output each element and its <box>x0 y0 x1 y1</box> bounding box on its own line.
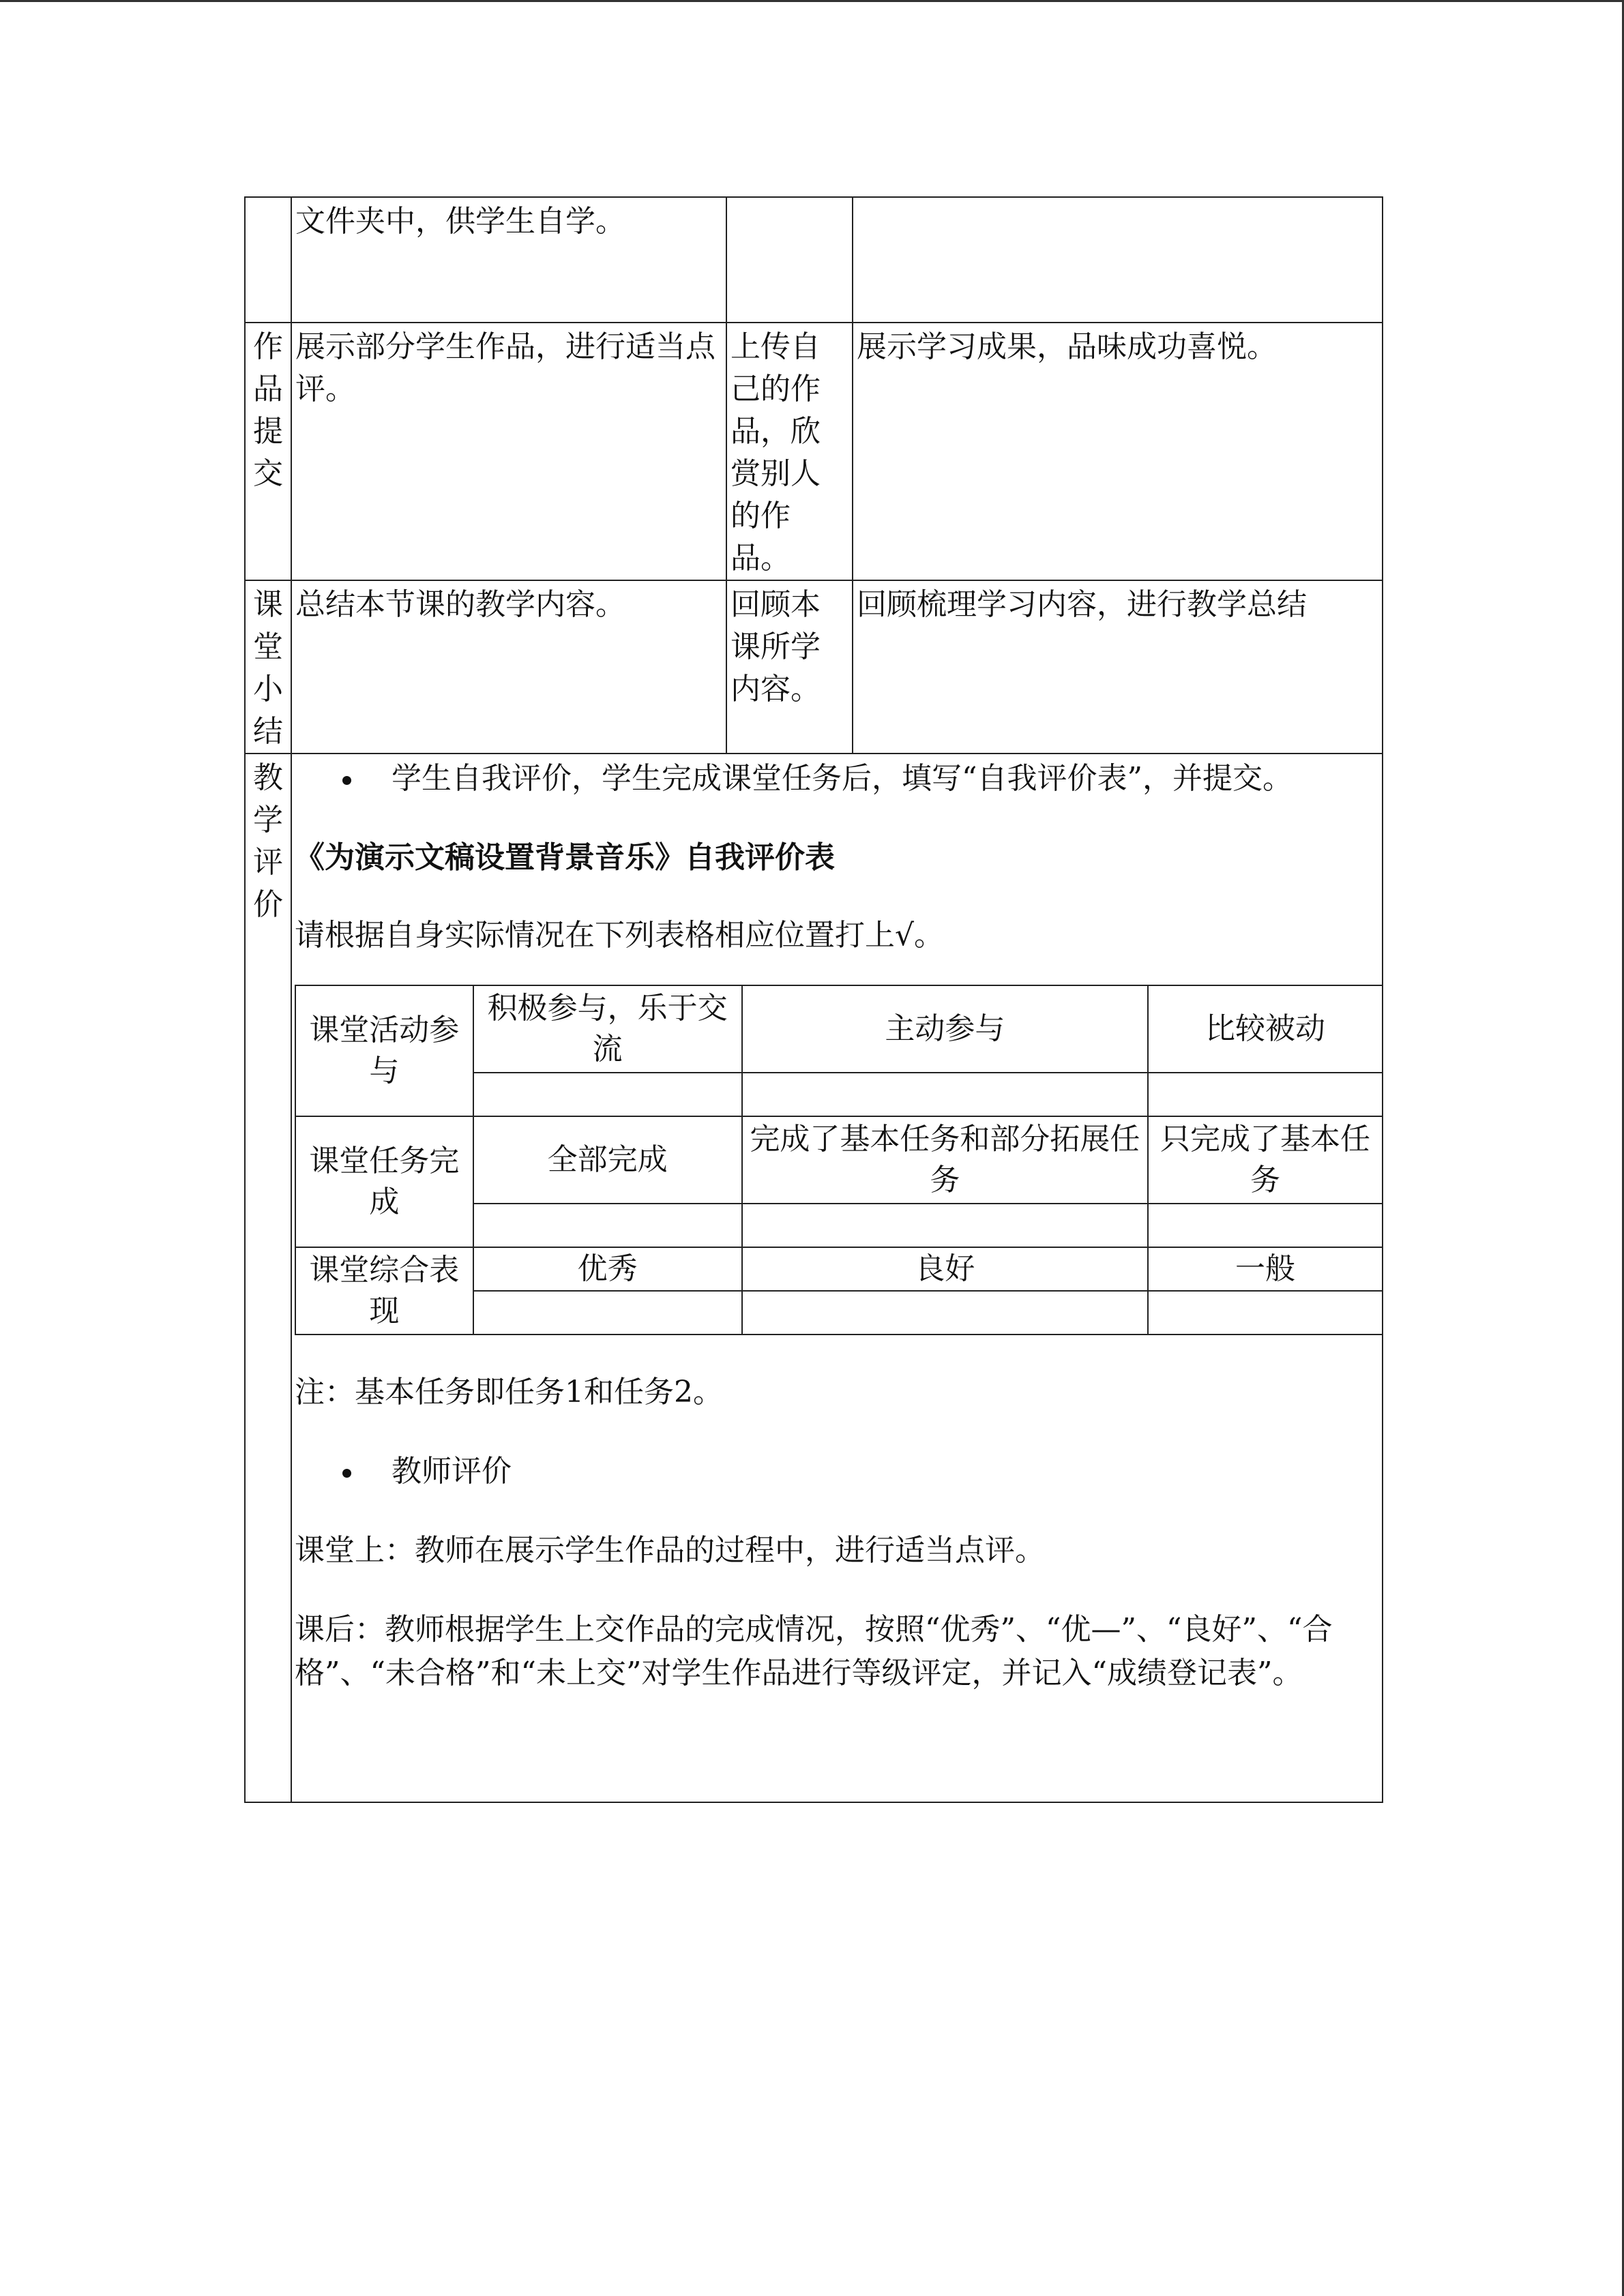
stage-char: 提 <box>253 414 283 449</box>
student-activity-cell: 回顾本课所学内容。 <box>726 580 853 754</box>
rating-option-cell: 积极参与，乐于交流 <box>473 985 742 1073</box>
rating-checkbox-cell[interactable] <box>473 1073 742 1116</box>
rating-checkbox-cell[interactable] <box>742 1204 1148 1247</box>
table-row <box>295 985 1383 1073</box>
stage-char: 堂 <box>253 629 283 664</box>
table-row <box>245 580 1383 754</box>
stage-char: 课 <box>253 587 283 622</box>
self-eval-text: 学生自我评价，学生完成课堂任务后，填写“自我评价表”，并提交。 <box>392 761 1293 796</box>
stage-char: 结 <box>253 714 283 749</box>
rating-option-cell: 比较被动 <box>1148 985 1383 1073</box>
page-border-top <box>0 0 1624 2</box>
rating-label-cell: 课堂活动参与 <box>295 985 473 1116</box>
stage-char: 教 <box>253 760 283 795</box>
stage-char: 小 <box>253 672 283 706</box>
student-activity-cell: 上传自己的作品，欣赏别人的作品。 <box>726 323 853 580</box>
design-intent-cell: 展示学习成果，品味成功喜悦。 <box>853 323 1383 580</box>
student-activity-cell <box>726 197 853 323</box>
self-evaluation-table <box>295 985 1383 1335</box>
classroom-eval-text: 课堂上：教师在展示学生作品的过程中，进行适当点评。 <box>295 1533 1045 1568</box>
rating-option-cell: 全部完成 <box>473 1116 742 1204</box>
rating-label-cell: 课堂综合表现 <box>295 1247 473 1335</box>
stage-char: 品 <box>253 372 283 406</box>
stage-char: 作 <box>253 329 283 364</box>
rating-checkbox-cell[interactable] <box>1148 1204 1383 1247</box>
rating-checkbox-cell[interactable] <box>473 1291 742 1335</box>
teacher-activity-cell: 总结本节课的教学内容。 <box>291 580 726 754</box>
stage-cell-summary <box>245 580 291 754</box>
rating-option-cell: 一般 <box>1148 1247 1383 1291</box>
rating-checkbox-cell[interactable] <box>742 1291 1148 1335</box>
design-intent-cell <box>853 197 1383 323</box>
teacher-activity-cell: 展示部分学生作品，进行适当点评。 <box>291 323 726 580</box>
teacher-activity-cell: 文件夹中，供学生自学。 <box>291 197 726 323</box>
rating-option-cell: 完成了基本任务和部分拓展任务 <box>742 1116 1148 1204</box>
stage-cell-evaluation <box>245 754 291 1802</box>
self-eval-bullet <box>295 757 1379 801</box>
table-row <box>245 754 1383 1802</box>
table-row <box>295 1247 1383 1291</box>
rating-label-cell: 课堂任务完成 <box>295 1116 473 1247</box>
table-row <box>245 323 1383 580</box>
design-intent-cell: 回顾梳理学习内容，进行教学总结 <box>853 580 1383 754</box>
teacher-eval-text: 教师评价 <box>392 1454 512 1489</box>
rating-checkbox-cell[interactable] <box>1148 1073 1383 1116</box>
evaluation-content-cell <box>291 754 1383 1802</box>
evaluation-note: 注：基本任务即任务1和任务2。 <box>295 1375 723 1410</box>
stage-cell <box>245 197 291 323</box>
evaluation-sheet-title: 《为演示文稿设置背景音乐》自我评价表 <box>295 840 835 875</box>
afterclass-eval-text: 课后：教师根据学生上交作品的完成情况，按照“优秀”、“优—”、“良好”、“合格”、“未合格”和“未上交”对学生作品进行等级评定，并记入“成绩登记表”。 <box>295 1612 1333 1690</box>
rating-checkbox-cell[interactable] <box>742 1073 1148 1116</box>
rating-checkbox-cell[interactable] <box>473 1204 742 1247</box>
rating-option-cell: 良好 <box>742 1247 1148 1291</box>
rating-option-cell: 优秀 <box>473 1247 742 1291</box>
stage-char: 评 <box>253 845 283 880</box>
rating-option-cell: 主动参与 <box>742 985 1148 1073</box>
lesson-plan-table <box>244 196 1383 1803</box>
rating-checkbox-cell[interactable] <box>1148 1291 1383 1335</box>
bullet-icon <box>342 1469 351 1478</box>
evaluation-instruction: 请根据自身实际情况在下列表格相应位置打上√。 <box>295 918 945 953</box>
stage-char: 交 <box>253 456 283 491</box>
stage-char: 价 <box>253 887 283 922</box>
table-row <box>245 197 1383 323</box>
table-row <box>295 1116 1383 1204</box>
stage-char: 学 <box>253 803 283 837</box>
rating-option-cell: 只完成了基本任务 <box>1148 1116 1383 1204</box>
teacher-eval-bullet <box>295 1450 1379 1493</box>
bullet-icon <box>342 776 351 785</box>
stage-cell-work-submission <box>245 323 291 580</box>
